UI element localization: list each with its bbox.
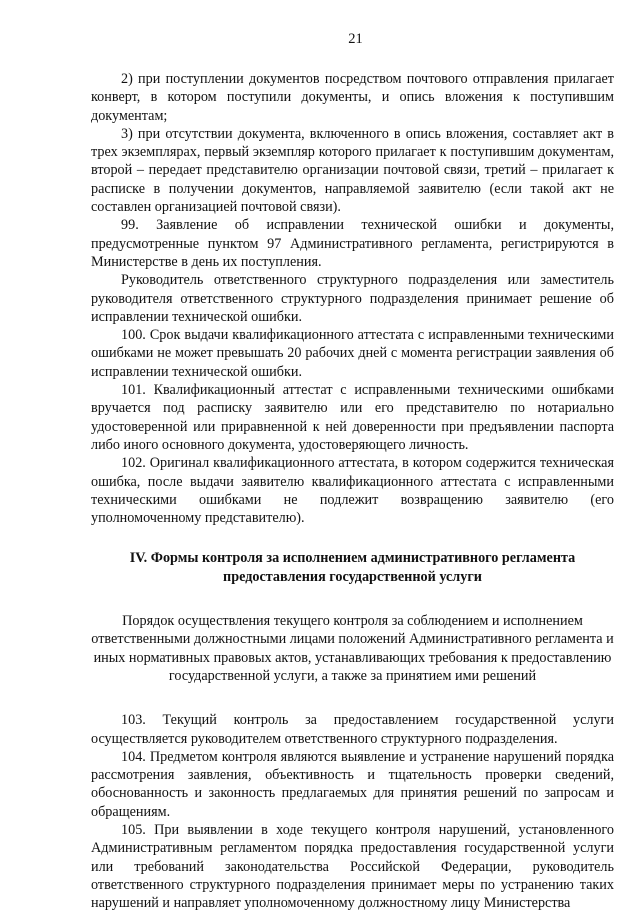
paragraph-105: 105. При выявлении в ходе текущего контроля нарушений, установленного Административным регламентом порядка предоставления государственной услуги или требований законодательства Российской Федерации, руководитель ответственного структурного подразделения принимает меры по устранению таких нарушений и направляет уполномоченному должностному лицу Министерства — [91, 821, 614, 912]
paragraph-100: 100. Срок выдачи квалификационного аттестата с исправленными техническими ошибками не может превышать 20 рабочих дней с момента регистрации заявления об исправлении технической ошибки. — [91, 327, 614, 380]
section-heading: IV. Формы контроля за исполнением административного регламента предоставления государственной услуги — [129, 550, 576, 585]
paragraph-head-decision: Руководитель ответственного структурного подразделения или заместитель руководителя ответственного структурного подразделения принимает решение об исправлении технической ошибки. — [91, 272, 614, 325]
paragraph-103: 103. Текущий контроль за предоставлением государственной услуги осуществляется руководителем ответственного структурного подразделения. — [91, 712, 614, 747]
paragraph-99: 99. Заявление об исправлении технической ошибки и документы, предусмотренные пунктом 97 Административного регламента, регистрируются в Министерстве в день их поступления. — [91, 217, 614, 270]
paragraph-102: 102. Оригинал квалификационного аттестата, в котором содержится техническая ошибка, после выдачи заявителю квалификационного аттестата с исправленными техническими ошибками не подлежит возвращению заявителю (его уполномоченному представителю). — [91, 455, 614, 527]
paragraph-104: 104. Предметом контроля являются выявление и устранение нарушений порядка рассмотрения заявления, объективность и тщательность проверки сведений, обоснованность и законность предлагаемых для принятия решений по запросам и обращениям. — [91, 748, 614, 820]
paragraph-101: 101. Квалификационный аттестат с исправленными техническими ошибками вручается под расписку заявителю или его представителю по нотариально удостоверенной или приравненной к ней доверенности при предъявлении паспорта либо иного основного документа, удостоверяющего личность. — [91, 382, 614, 453]
subsection-heading: Порядок осуществления текущего контроля за соблюдением и исполнением ответственными должностными лицами положений Административного регламента и иных нормативных правовых актов, устанавливающих требования к предоставлению государственной услуги, а также за принятием ими решений — [91, 613, 614, 684]
paragraph-item-2: 2) при поступлении документов посредством почтового отправления прилагает конверт, в котором поступили документы, и опись вложения к поступившим документам; — [91, 71, 614, 124]
page-number: 21 — [348, 31, 363, 47]
paragraph-item-3: 3) при отсутствии документа, включенного в опись вложения, составляет акт в трех экземплярах, первый экземпляр которого прилагает к поступившим документам, второй – передает представителю организации почтовой связи, третий – прилагает к расписке в получении документов, направляемой заявителю (если такой акт не составлен организацией почтовой связи). — [91, 125, 614, 216]
